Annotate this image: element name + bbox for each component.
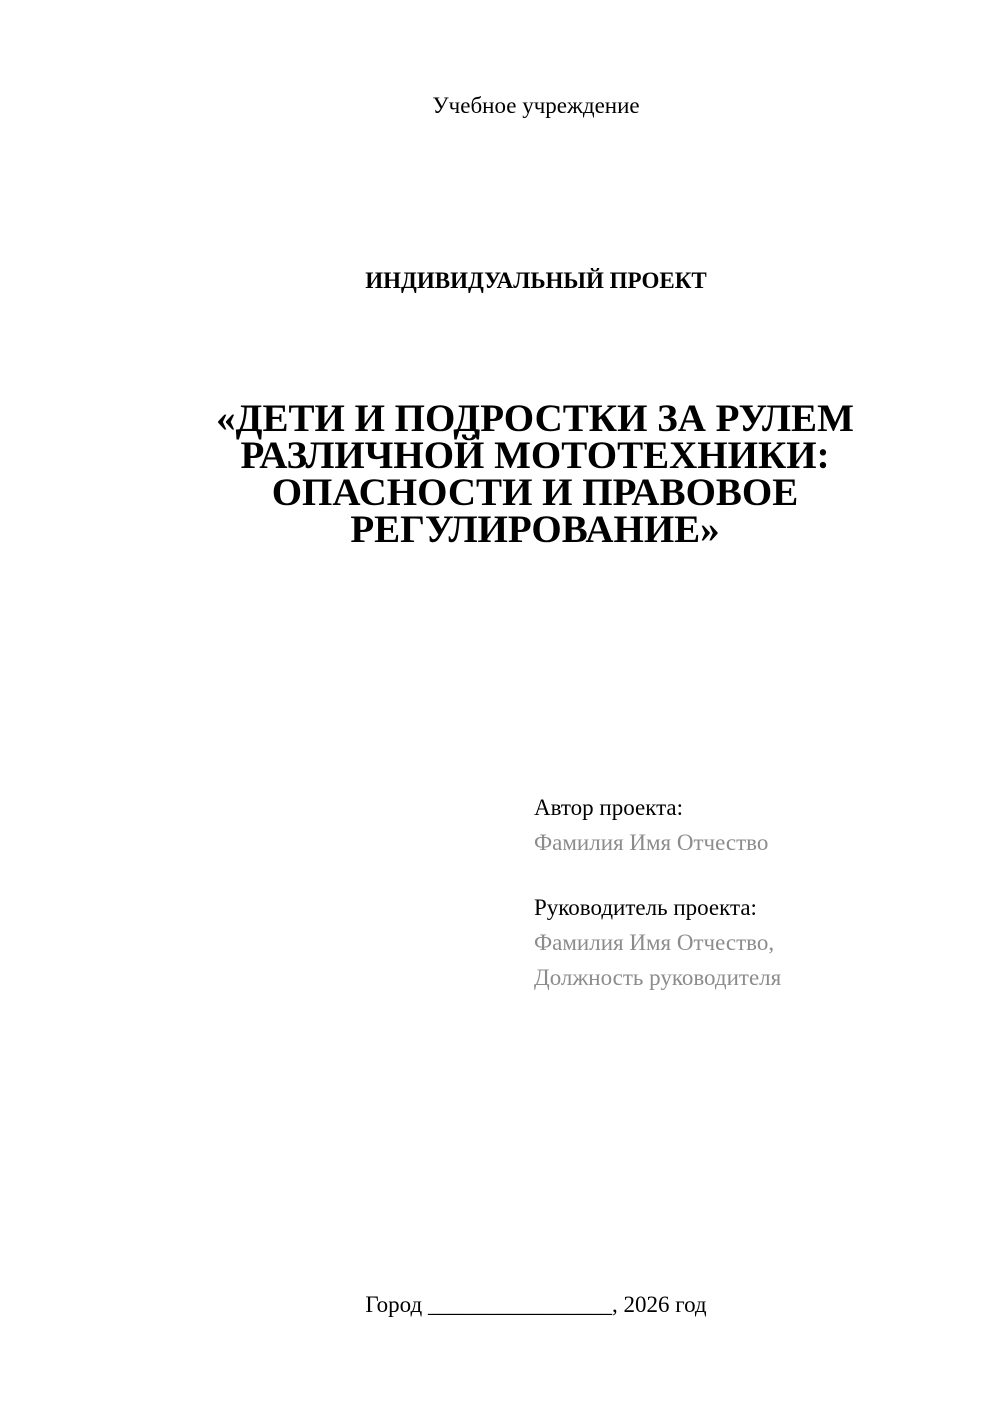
- credits-block: [534, 790, 974, 995]
- supervisor-position: Должность руководителя: [534, 965, 782, 990]
- author-name: Фамилия Имя Отчество: [534, 830, 769, 855]
- institution-name: Учебное учреждение: [432, 93, 640, 118]
- project-title-line: «ДЕТИ И ПОДРОСТКИ ЗА РУЛЕМ: [216, 397, 854, 440]
- supervisor-name: Фамилия Имя Отчество,: [534, 930, 775, 955]
- project-title-line: РАЗЛИЧНОЙ МОТОТЕХНИКИ:: [240, 434, 830, 477]
- city-year-line: Город ________________, 2026 год: [365, 1292, 707, 1317]
- project-title: [180, 397, 890, 551]
- project-title-line: РЕГУЛИРОВАНИЕ»: [350, 508, 720, 551]
- author-label: Автор проекта:: [534, 795, 683, 820]
- spacer: [534, 860, 974, 890]
- supervisor-label: Руководитель проекта:: [534, 895, 757, 920]
- project-title-line: ОПАСНОСТИ И ПРАВОВОЕ: [271, 471, 799, 514]
- document-type: ИНДИВИДУАЛЬНЫЙ ПРОЕКТ: [365, 268, 707, 293]
